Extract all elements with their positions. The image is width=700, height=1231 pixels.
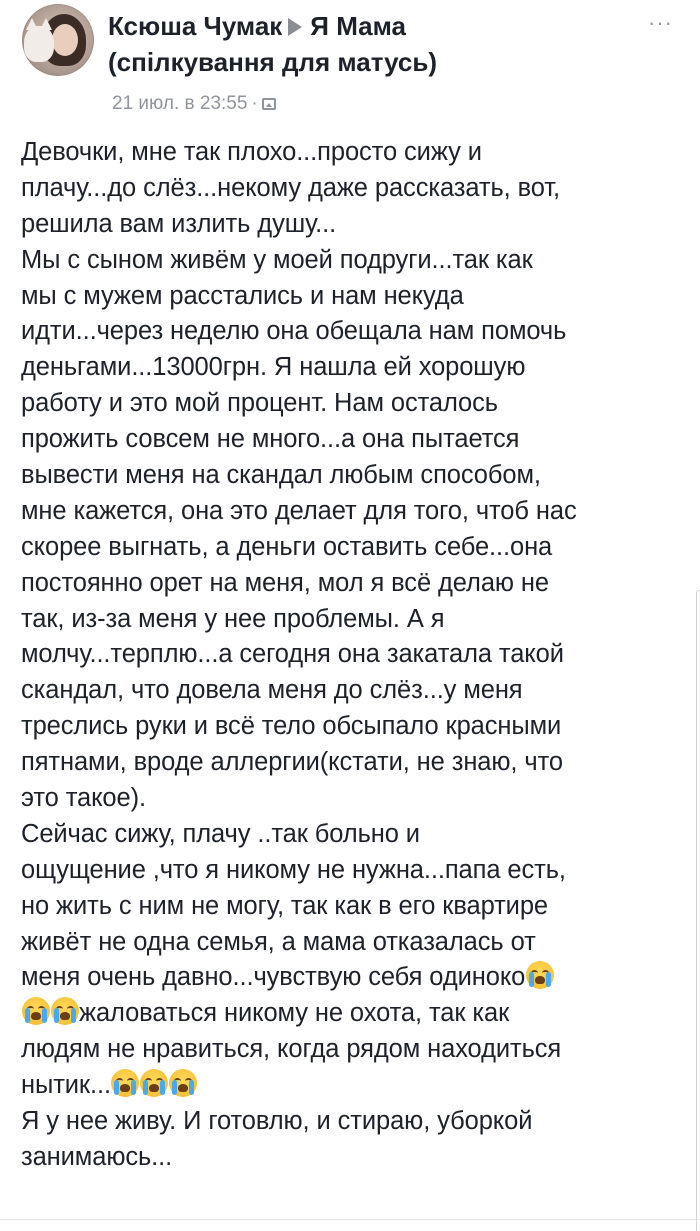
divider <box>0 1219 700 1220</box>
post-line: плачу...до слёз...некому даже рассказать, вот, <box>21 173 561 202</box>
crying-face-icon <box>140 1069 168 1097</box>
author-avatar[interactable] <box>22 4 94 76</box>
post-line: Я у нее живу. И готовлю, и стираю, уборкой <box>21 1107 533 1136</box>
scrollbar-track[interactable] <box>696 590 700 1231</box>
post-line: это такое). <box>21 784 146 813</box>
post-line: постоянно орет на меня, мол я всё делаю не <box>21 568 549 597</box>
meta-separator: · <box>251 93 258 114</box>
post-meta <box>112 92 276 116</box>
post-line: занимаюсь... <box>21 1142 173 1171</box>
post-line: решила вам излить душу... <box>21 209 337 238</box>
post-line: людям не нравиться, когда рядом находиться <box>21 1035 562 1064</box>
share-arrow-icon <box>288 18 302 36</box>
author-name-link[interactable]: Ксюша Чумак <box>108 11 283 41</box>
post-line: скорее выгнать, а деньги оставить себе...она <box>21 532 553 561</box>
post-line: работу и это мой процент. Нам осталось <box>21 389 498 418</box>
post-line: треслись руки и всё тело обсыпало красными <box>21 712 562 741</box>
photo-icon <box>262 98 276 110</box>
post-line: ощущение ,что я никому не нужна...папа есть, <box>21 855 566 884</box>
avatar-cat <box>24 26 54 62</box>
crying-face-icon <box>169 1069 197 1097</box>
crying-face-icon <box>526 961 554 989</box>
post-line-text: жаловаться никому не охота, так как <box>79 999 510 1028</box>
post-line: так, из-за меня у нее проблемы. А я <box>21 604 445 633</box>
post-body <box>21 135 681 1176</box>
crying-face-icon <box>22 997 50 1025</box>
post-line: живёт не одна семья, а мама отказалась от <box>21 927 536 956</box>
post-line: Сейчас сижу, плачу ..так больно и <box>21 819 420 848</box>
more-options-icon[interactable]: ··· <box>648 10 673 35</box>
post-line: Мы с сыном живём у моей подруги...так как <box>21 245 533 274</box>
post-line: но жить с ним не могу, так как в его квартире <box>21 891 548 920</box>
post-line-text: нытик... <box>21 1071 111 1100</box>
post-line: мне кажется, она это делает для того, чтоб нас <box>21 496 577 525</box>
post-line <box>21 996 681 1032</box>
post-line: прожить совсем не много...а она пытается <box>21 425 520 454</box>
post-line: Девочки, мне так плохо...просто сижу и <box>21 138 482 166</box>
crying-face-icon <box>51 997 79 1025</box>
post-header <box>22 4 682 114</box>
post-line: скандал, что довела меня до слёз...у меня <box>21 676 523 705</box>
post-timestamp[interactable]: 21 июл. в 23:55 <box>112 93 248 114</box>
post-line <box>21 960 681 996</box>
post-line: пятнами, вроде аллергии(кстати, не знаю, что <box>21 748 563 777</box>
group-name-continued[interactable]: (спілкування для матусь) <box>108 47 437 77</box>
post-line: молчу...терплю...а сегодня она закатала такой <box>21 640 564 669</box>
post-line: идти...через неделю она обещала нам помочь <box>21 317 567 346</box>
post-line: деньгами...13000грн. Я нашла ей хорошую <box>21 353 526 382</box>
post-line: вывести меня на скандал любым способом, <box>21 461 541 490</box>
post-line <box>21 1068 681 1104</box>
post-line-text: меня очень давно...чувствую себя одиноко <box>21 963 526 992</box>
group-name-link[interactable]: Я Мама <box>310 11 406 41</box>
post-title <box>108 10 406 42</box>
avatar-face <box>52 24 78 56</box>
crying-face-icon <box>111 1069 139 1097</box>
post-line: мы с мужем расстались и нам некуда <box>21 281 464 310</box>
